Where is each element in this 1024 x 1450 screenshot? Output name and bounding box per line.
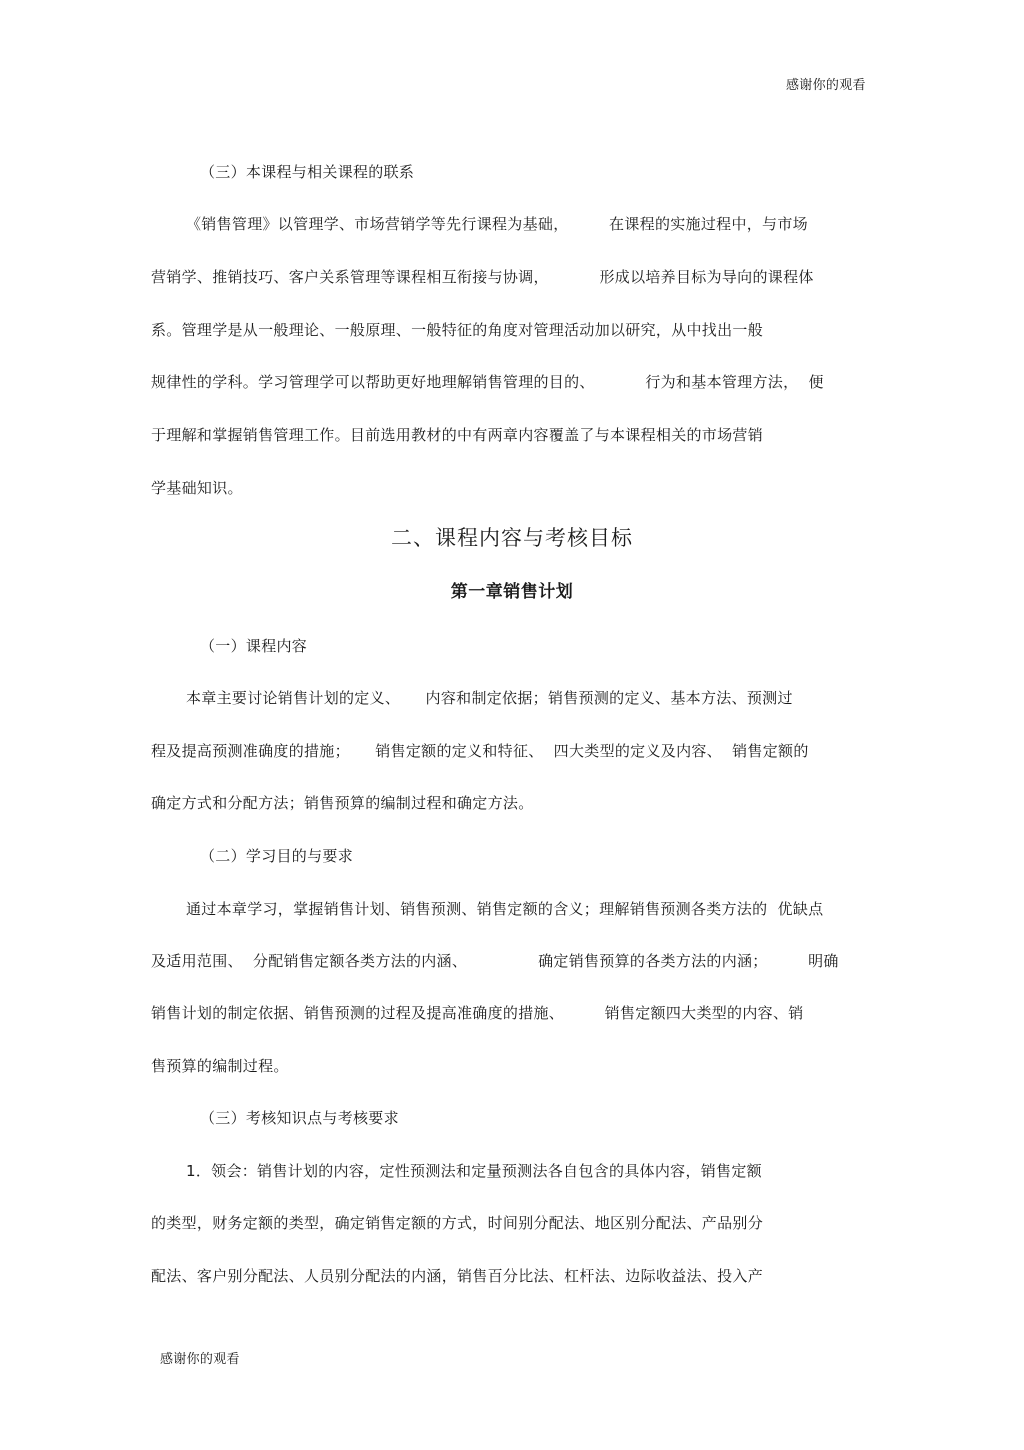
paragraph-line: 于理解和掌握销售管理工作。目前选用教材的中有两章内容覆盖了与本课程相关的市场营销: [151, 426, 764, 444]
paragraph-line: 配法、客户别分配法、人员别分配法的内涵，销售百分比法、杠杆法、边际收益法、投入产: [151, 1267, 764, 1285]
page-footer: 感谢你的观看: [160, 1352, 240, 1367]
paragraph-line: 通过本章学习，掌握销售计划、销售预测、销售定额的含义；理解销售预测各类方法的 优缺点: [186, 900, 824, 918]
chapter-title: 第一章销售计划: [450, 582, 574, 602]
paragraph-line: 的类型，财务定额的类型，确定销售定额的方式，时间别分配法、地区别分配法、产品别分: [151, 1214, 764, 1232]
page-header: 感谢你的观看: [786, 78, 866, 93]
paragraph-line: 营销学、推销技巧、客户关系管理等课程相互衔接与协调， 形成以培养目标为导向的课程体: [151, 268, 814, 286]
paragraph-line: 确定方式和分配方法；销售预算的编制过程和确定方法。: [151, 794, 534, 812]
section-title: 二、课程内容与考核目标: [391, 526, 633, 550]
subsection-heading-goals: （二）学习目的与要求: [200, 847, 354, 865]
paragraph-line: 系。管理学是从一般理论、一般原理、一般特征的角度对管理活动加以研究，从中找出一般: [151, 321, 764, 339]
paragraph-line: 学基础知识。: [151, 479, 243, 497]
paragraph-line: 《销售管理》以管理学、市场营销学等先行课程为基础， 在课程的实施过程中，与市场: [186, 215, 808, 233]
paragraph-line: 1．领会：销售计划的内容，定性预测法和定量预测法各自包含的具体内容，销售定额: [186, 1162, 762, 1180]
subsection-heading-assessment: （三）考核知识点与考核要求: [200, 1109, 399, 1127]
paragraph-line: 销售计划的制定依据、销售预测的过程及提高准确度的措施、 销售定额四大类型的内容、销: [151, 1004, 804, 1022]
paragraph-line: 售预算的编制过程。: [151, 1057, 289, 1075]
paragraph-line: 程及提高预测准确度的措施； 销售定额的定义和特征、 四大类型的定义及内容、 销售定额的: [151, 742, 809, 760]
subsection-heading-relations: （三）本课程与相关课程的联系: [200, 163, 415, 181]
paragraph-line: 及适用范围、 分配销售定额各类方法的内涵、 确定销售预算的各类方法的内涵； 明确: [151, 952, 839, 970]
subsection-heading-content: （一）课程内容: [200, 637, 308, 655]
paragraph-line: 本章主要讨论销售计划的定义、 内容和制定依据；销售预测的定义、基本方法、预测过: [186, 689, 793, 707]
paragraph-line: 规律性的学科。学习管理学可以帮助更好地理解销售管理的目的、 行为和基本管理方法， 便: [151, 373, 824, 391]
